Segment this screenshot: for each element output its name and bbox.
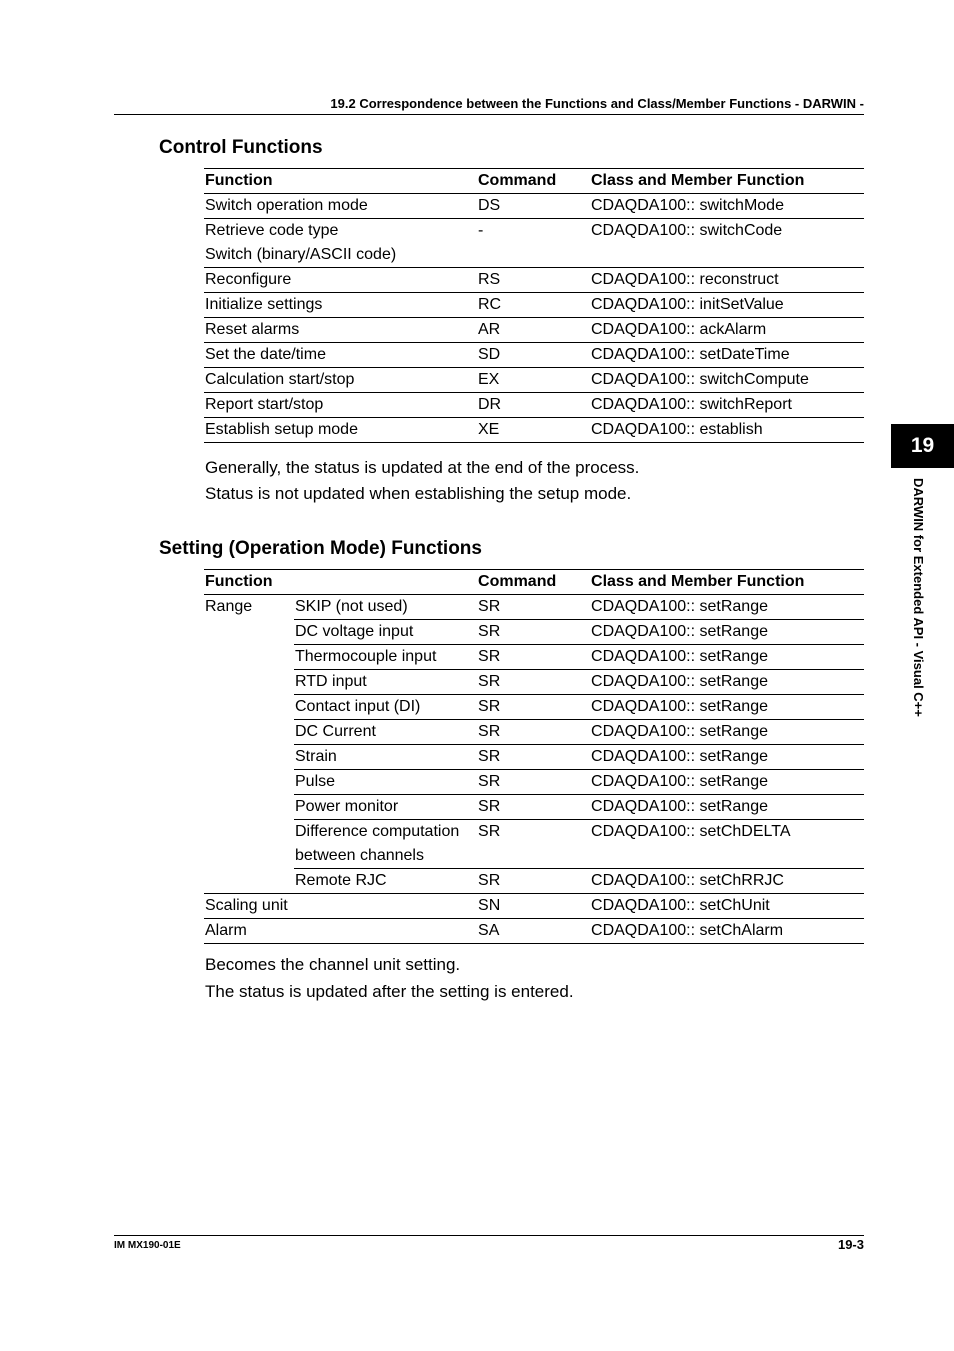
command-cell: SA <box>477 919 590 944</box>
command-cell: SR <box>477 720 590 745</box>
command-cell: SR <box>477 745 590 770</box>
table-row <box>204 894 864 919</box>
column-header: Function <box>205 172 273 189</box>
table-row <box>204 670 864 695</box>
member-function-cell: CDAQDA100:: setChDELTA <box>590 820 864 869</box>
function-group-cell <box>204 770 294 795</box>
function-cell: Establish setup mode <box>204 418 477 443</box>
table-row <box>204 318 864 343</box>
member-function-cell: CDAQDA100:: setRange <box>590 595 864 620</box>
command-cell: SR <box>477 795 590 820</box>
member-function-cell: CDAQDA100:: setRange <box>590 695 864 720</box>
member-function-cell: CDAQDA100:: switchMode <box>590 194 864 219</box>
function-group-cell <box>204 745 294 770</box>
column-header: Function <box>205 573 273 590</box>
function-group-cell: Range <box>205 598 253 615</box>
member-function-cell: CDAQDA100:: setDateTime <box>590 343 864 368</box>
control-functions-title: Control Functions <box>159 137 323 158</box>
column-header: Class and Member Function <box>591 172 805 189</box>
table-row <box>204 695 864 720</box>
function-cell: Set the date/time <box>204 343 477 368</box>
command-cell: - <box>478 222 484 239</box>
footer-rule <box>114 1235 864 1236</box>
function-group-cell <box>204 620 294 645</box>
table-row <box>204 770 864 795</box>
function-cell: Contact input (DI) <box>294 695 477 720</box>
function-cell: Report start/stop <box>204 393 477 418</box>
function-group-cell <box>204 695 294 720</box>
table-row <box>204 219 864 244</box>
table-row <box>204 343 864 368</box>
command-cell: SR <box>477 645 590 670</box>
member-function-cell: CDAQDA100:: setRange <box>590 670 864 695</box>
command-cell: RS <box>477 268 590 293</box>
function-cell: Retrieve code type <box>205 222 339 239</box>
table-row <box>204 268 864 293</box>
function-cell: Remote RJC <box>294 869 477 894</box>
table-row <box>204 720 864 745</box>
table-header-row <box>204 169 864 194</box>
command-cell <box>477 243 590 268</box>
command-cell: XE <box>477 418 590 443</box>
table-row <box>204 418 864 443</box>
document-id: IM MX190-01E <box>114 1240 181 1251</box>
control-note: Status is not updated when establishing the setup mode. <box>205 484 632 503</box>
member-function-cell <box>590 243 864 268</box>
function-cell: Reset alarms <box>204 318 477 343</box>
command-cell: SR <box>477 695 590 720</box>
command-cell: RC <box>477 293 590 318</box>
member-function-cell: CDAQDA100:: setRange <box>590 645 864 670</box>
function-cell: Initialize settings <box>204 293 477 318</box>
table-row <box>204 745 864 770</box>
member-function-cell: CDAQDA100:: reconstruct <box>590 268 864 293</box>
function-cell: DC Current <box>294 720 477 745</box>
page-number: 19-3 <box>837 1237 864 1252</box>
member-function-cell: CDAQDA100:: setRange <box>590 620 864 645</box>
table-row <box>204 919 864 944</box>
running-header: 19.2 Correspondence between the Functions and Class/Member Functions - DARWIN - <box>330 96 864 111</box>
table-row <box>204 293 864 318</box>
command-cell: SR <box>477 670 590 695</box>
table-row <box>204 795 864 820</box>
member-function-cell: CDAQDA100:: switchCompute <box>590 368 864 393</box>
function-group-cell <box>204 795 294 820</box>
chapter-side-label: DARWIN for Extended API - Visual C++ <box>911 478 926 717</box>
member-function-cell: CDAQDA100:: setRange <box>590 720 864 745</box>
table-row <box>204 820 864 869</box>
setting-note: Becomes the channel unit setting. <box>205 955 461 974</box>
setting-note: The status is updated after the setting is entered. <box>205 982 574 1001</box>
table-row <box>204 620 864 645</box>
table-row <box>204 194 864 219</box>
function-cell: Calculation start/stop <box>204 368 477 393</box>
function-cell: Switch (binary/ASCII code) <box>204 243 477 268</box>
setting-functions-title: Setting (Operation Mode) Functions <box>159 538 482 559</box>
command-cell: DS <box>477 194 590 219</box>
command-cell: SR <box>477 820 590 869</box>
control-functions-table <box>204 168 864 443</box>
command-cell: AR <box>477 318 590 343</box>
function-cell: Thermocouple input <box>294 645 477 670</box>
table-row <box>204 368 864 393</box>
chapter-tab: 19 <box>891 424 954 468</box>
member-function-cell: CDAQDA100:: setChUnit <box>590 894 864 919</box>
member-function-cell: CDAQDA100:: setRange <box>590 770 864 795</box>
command-cell: EX <box>477 368 590 393</box>
table-row <box>204 393 864 418</box>
function-cell: Scaling unit <box>204 894 477 919</box>
command-cell: SR <box>477 869 590 894</box>
table-row <box>204 645 864 670</box>
column-header: Command <box>478 573 557 590</box>
table-header-row <box>204 570 864 595</box>
member-function-cell: CDAQDA100:: setRange <box>590 745 864 770</box>
command-cell: SD <box>477 343 590 368</box>
function-cell: Difference computation between channels <box>294 820 477 869</box>
header-rule <box>114 114 864 115</box>
function-cell: Reconfigure <box>204 268 477 293</box>
function-cell: Alarm <box>204 919 477 944</box>
function-group-cell <box>204 820 294 869</box>
member-function-cell: CDAQDA100:: switchReport <box>590 393 864 418</box>
member-function-cell: CDAQDA100:: initSetValue <box>590 293 864 318</box>
function-cell: DC voltage input <box>294 620 477 645</box>
member-function-cell: CDAQDA100:: setChRRJC <box>590 869 864 894</box>
setting-functions-table <box>204 569 864 944</box>
command-cell: SR <box>477 620 590 645</box>
function-cell: Strain <box>294 745 477 770</box>
function-cell: Switch operation mode <box>204 194 477 219</box>
table-row <box>204 869 864 894</box>
table-row <box>204 243 864 268</box>
command-cell: DR <box>477 393 590 418</box>
member-function-cell: CDAQDA100:: setRange <box>590 795 864 820</box>
member-function-cell: CDAQDA100:: ackAlarm <box>590 318 864 343</box>
table-row <box>204 595 864 620</box>
function-cell: RTD input <box>294 670 477 695</box>
member-function-cell: CDAQDA100:: setChAlarm <box>590 919 864 944</box>
member-function-cell: CDAQDA100:: switchCode <box>591 222 783 239</box>
function-group-cell <box>204 720 294 745</box>
command-cell: SR <box>477 770 590 795</box>
function-group-cell <box>204 670 294 695</box>
function-cell: Pulse <box>294 770 477 795</box>
column-header: Command <box>478 172 557 189</box>
function-group-cell <box>204 645 294 670</box>
control-note: Generally, the status is updated at the end of the process. <box>205 458 640 477</box>
command-cell: SN <box>477 894 590 919</box>
member-function-cell: CDAQDA100:: establish <box>590 418 864 443</box>
function-cell: SKIP (not used) <box>294 595 477 620</box>
function-group-cell <box>204 869 294 894</box>
column-header: Class and Member Function <box>591 573 805 590</box>
function-cell: Power monitor <box>294 795 477 820</box>
command-cell: SR <box>477 595 590 620</box>
